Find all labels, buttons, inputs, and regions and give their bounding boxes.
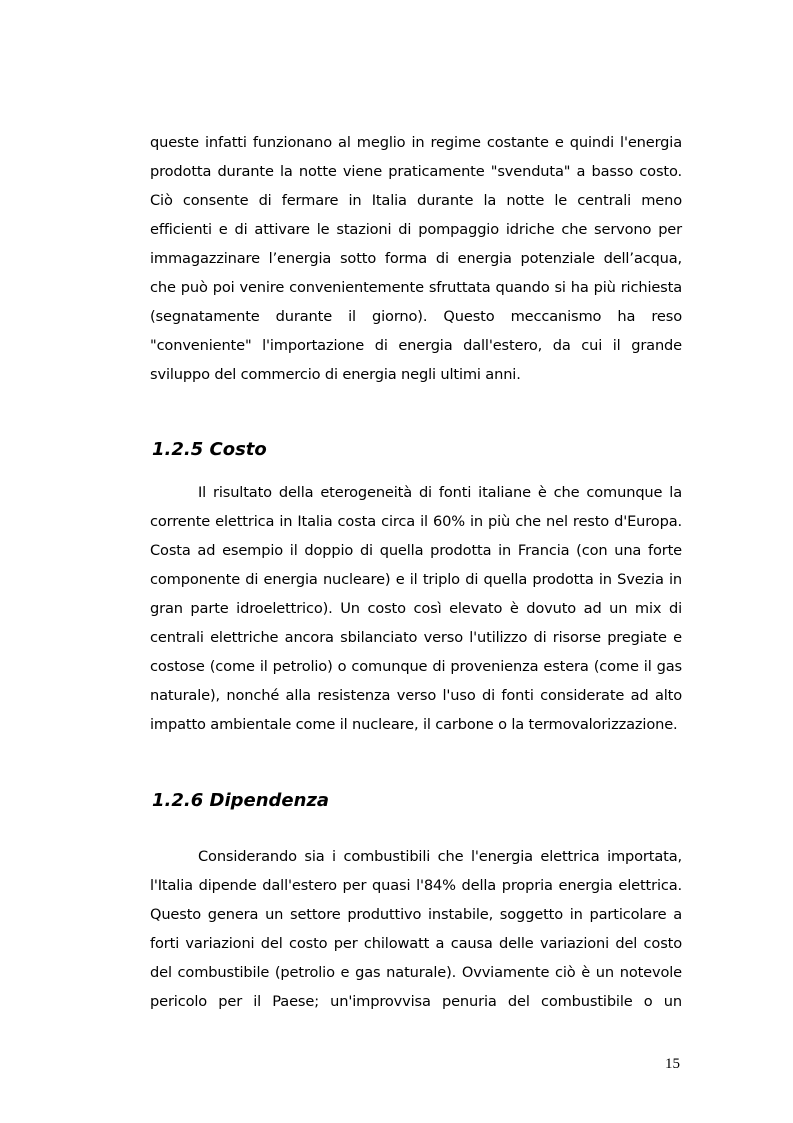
section-heading-dipendenza: 1.2.6 Dipendenza	[152, 790, 330, 811]
section-dipendenza-body	[150, 842, 682, 1016]
paragraph-costo-text: Il risultato della eterogeneità di fonti italiane è che comunque la corrente elettrica in Italia costa circa il 60% in più che nel resto d'Europa. Costa ad esempio il doppio di quella prodotta in Francia (con una forte componente di energia nucleare) e il triplo di quella prodotta in Svezia in gran parte idroelettrico). Un costo così elevato è dovuto ad un mix di centrali elettriche ancora sbilanciato verso l'utilizzo di risorse pregiate e costose (come il petrolio) o comunque di provenienza estera (come il gas naturale), nonché alla resistenza verso l'uso di fonti considerate ad alto impatto ambientale come il nucleare, il carbone o la termovalorizzazione.	[150, 484, 682, 733]
paragraph-dipendenza-text: Considerando sia i combustibili che l'energia elettrica importata, l'Italia dipende dall'estero per quasi l'84% della propria energia elettrica. Questo genera un settore produttivo instabile, soggetto in particolare a forti variazioni del costo per chilowatt a causa delle variazioni del costo del combustibile (petrolio e gas naturale). Ovviamente ciò è un notevole pericolo per il Paese; un'improvvisa penuria del combustibile o un	[150, 848, 682, 1010]
page-number: 15	[665, 1056, 680, 1072]
paragraph-1-text: queste infatti funzionano al meglio in regime costante e quindi l'energia prodotta durante la notte viene praticamente "svenduta" a basso costo. Ciò consente di fermare in Italia durante la notte le centrali meno efficienti e di attivare le stazioni di pompaggio idriche che servono per immagazzinare l’energia sotto forma di energia potenziale dell’acqua, che può poi venire convenientemente sfruttata quando si ha più richiesta (segnatamente durante il giorno). Questo meccanismo ha reso "conveniente" l'importazione di energia dall'estero, da cui il grande sviluppo del commercio di energia negli ultimi anni.	[150, 134, 682, 383]
paragraph-continuation	[150, 128, 682, 389]
section-costo-body	[150, 478, 682, 739]
section-heading-costo: 1.2.5 Costo	[152, 439, 267, 460]
